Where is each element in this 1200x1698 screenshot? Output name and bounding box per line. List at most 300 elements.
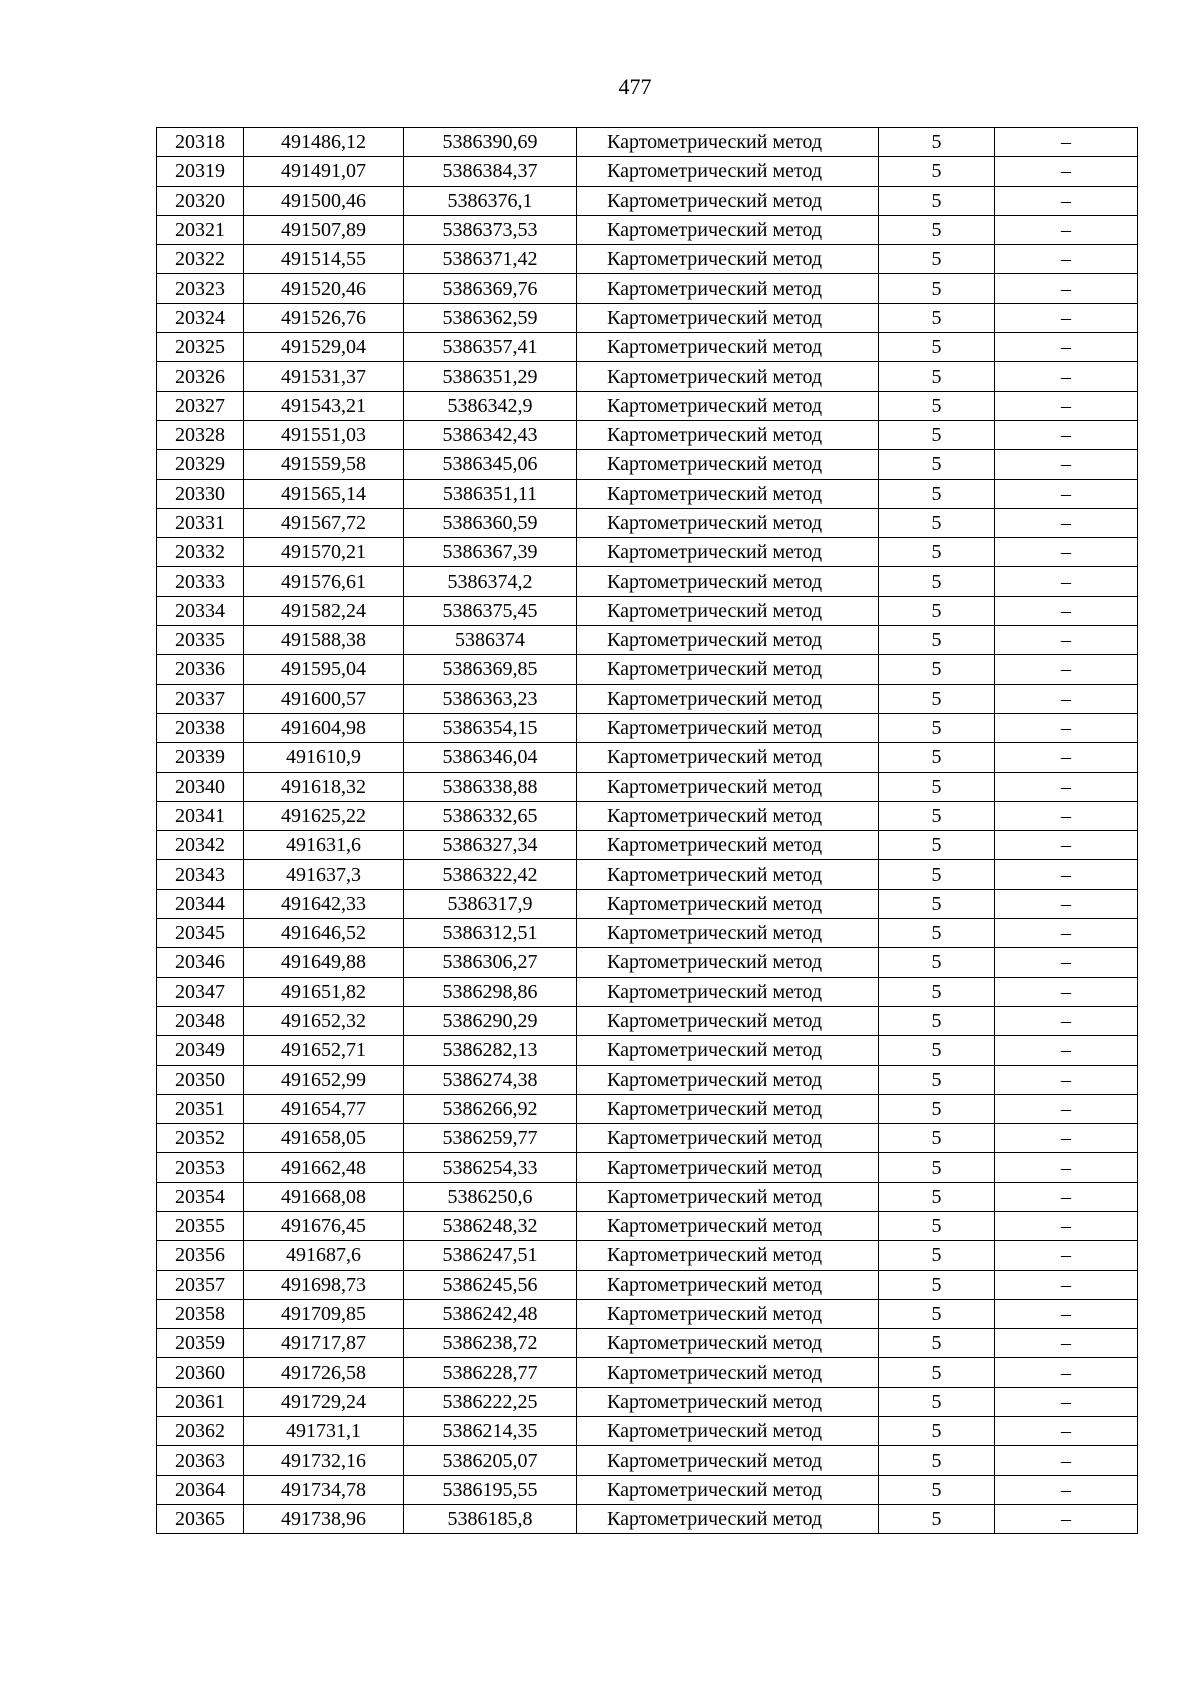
accuracy-cell: 5 [879, 1153, 995, 1182]
table-row [157, 1446, 1138, 1475]
point-number-cell: 20344 [157, 889, 244, 918]
point-number-cell: 20347 [157, 977, 244, 1006]
accuracy-cell: 5 [879, 274, 995, 303]
table-row [157, 889, 1138, 918]
description-cell: – [995, 186, 1138, 215]
accuracy-cell: 5 [879, 889, 995, 918]
point-number-cell: 20342 [157, 831, 244, 860]
table-row [157, 1006, 1138, 1035]
description-cell: – [995, 391, 1138, 420]
x-coordinate-cell: 491604,98 [244, 713, 404, 742]
table-row [157, 1270, 1138, 1299]
point-number-cell: 20356 [157, 1241, 244, 1270]
method-cell: Картометрический метод [577, 186, 879, 215]
description-cell: – [995, 860, 1138, 889]
table-row [157, 479, 1138, 508]
table-row [157, 860, 1138, 889]
accuracy-cell: 5 [879, 1182, 995, 1211]
description-cell: – [995, 1475, 1138, 1504]
accuracy-cell: 5 [879, 1387, 995, 1416]
method-cell: Картометрический метод [577, 626, 879, 655]
y-coordinate-cell: 5386351,11 [404, 479, 577, 508]
description-cell: – [995, 977, 1138, 1006]
accuracy-cell: 5 [879, 333, 995, 362]
table-row [157, 391, 1138, 420]
y-coordinate-cell: 5386274,38 [404, 1065, 577, 1094]
description-cell: – [995, 919, 1138, 948]
y-coordinate-cell: 5386338,88 [404, 772, 577, 801]
description-cell: – [995, 948, 1138, 977]
accuracy-cell: 5 [879, 303, 995, 332]
y-coordinate-cell: 5386195,55 [404, 1475, 577, 1504]
x-coordinate-cell: 491567,72 [244, 508, 404, 537]
point-number-cell: 20333 [157, 567, 244, 596]
method-cell: Картометрический метод [577, 1387, 879, 1416]
description-cell: – [995, 567, 1138, 596]
table-row [157, 1182, 1138, 1211]
description-cell: – [995, 1182, 1138, 1211]
y-coordinate-cell: 5386259,77 [404, 1124, 577, 1153]
point-number-cell: 20354 [157, 1182, 244, 1211]
x-coordinate-cell: 491652,32 [244, 1006, 404, 1035]
x-coordinate-cell: 491582,24 [244, 596, 404, 625]
x-coordinate-cell: 491668,08 [244, 1182, 404, 1211]
point-number-cell: 20336 [157, 655, 244, 684]
method-cell: Картометрический метод [577, 157, 879, 186]
point-number-cell: 20355 [157, 1211, 244, 1240]
method-cell: Картометрический метод [577, 1006, 879, 1035]
description-cell: – [995, 1387, 1138, 1416]
accuracy-cell: 5 [879, 772, 995, 801]
y-coordinate-cell: 5386228,77 [404, 1358, 577, 1387]
coordinates-table [156, 127, 1138, 1534]
point-number-cell: 20339 [157, 743, 244, 772]
accuracy-cell: 5 [879, 1417, 995, 1446]
table-row [157, 186, 1138, 215]
point-number-cell: 20330 [157, 479, 244, 508]
point-number-cell: 20326 [157, 362, 244, 391]
table-row [157, 274, 1138, 303]
x-coordinate-cell: 491726,58 [244, 1358, 404, 1387]
point-number-cell: 20323 [157, 274, 244, 303]
description-cell: – [995, 1036, 1138, 1065]
description-cell: – [995, 772, 1138, 801]
description-cell: – [995, 626, 1138, 655]
description-cell: – [995, 713, 1138, 742]
table-row [157, 1153, 1138, 1182]
x-coordinate-cell: 491658,05 [244, 1124, 404, 1153]
accuracy-cell: 5 [879, 626, 995, 655]
method-cell: Картометрический метод [577, 1299, 879, 1328]
description-cell: – [995, 1065, 1138, 1094]
table-row [157, 245, 1138, 274]
point-number-cell: 20322 [157, 245, 244, 274]
description-cell: – [995, 362, 1138, 391]
x-coordinate-cell: 491507,89 [244, 215, 404, 244]
method-cell: Картометрический метод [577, 919, 879, 948]
y-coordinate-cell: 5386346,04 [404, 743, 577, 772]
point-number-cell: 20346 [157, 948, 244, 977]
x-coordinate-cell: 491543,21 [244, 391, 404, 420]
y-coordinate-cell: 5386245,56 [404, 1270, 577, 1299]
accuracy-cell: 5 [879, 596, 995, 625]
point-number-cell: 20332 [157, 538, 244, 567]
method-cell: Картометрический метод [577, 245, 879, 274]
table-row [157, 1417, 1138, 1446]
description-cell: – [995, 245, 1138, 274]
method-cell: Картометрический метод [577, 713, 879, 742]
method-cell: Картометрический метод [577, 567, 879, 596]
table-row [157, 977, 1138, 1006]
x-coordinate-cell: 491731,1 [244, 1417, 404, 1446]
table-row [157, 772, 1138, 801]
point-number-cell: 20334 [157, 596, 244, 625]
description-cell: – [995, 479, 1138, 508]
table-row [157, 567, 1138, 596]
x-coordinate-cell: 491570,21 [244, 538, 404, 567]
page-number: 477 [618, 74, 652, 99]
point-number-cell: 20331 [157, 508, 244, 537]
point-number-cell: 20361 [157, 1387, 244, 1416]
y-coordinate-cell: 5386185,8 [404, 1504, 577, 1533]
x-coordinate-cell: 491651,82 [244, 977, 404, 1006]
table-row [157, 157, 1138, 186]
table-row [157, 1504, 1138, 1533]
x-coordinate-cell: 491531,37 [244, 362, 404, 391]
description-cell: – [995, 1446, 1138, 1475]
method-cell: Картометрический метод [577, 889, 879, 918]
table-row [157, 128, 1138, 157]
x-coordinate-cell: 491625,22 [244, 801, 404, 830]
x-coordinate-cell: 491565,14 [244, 479, 404, 508]
method-cell: Картометрический метод [577, 303, 879, 332]
point-number-cell: 20324 [157, 303, 244, 332]
description-cell: – [995, 684, 1138, 713]
table-row [157, 538, 1138, 567]
x-coordinate-cell: 491649,88 [244, 948, 404, 977]
y-coordinate-cell: 5386312,51 [404, 919, 577, 948]
point-number-cell: 20359 [157, 1329, 244, 1358]
x-coordinate-cell: 491642,33 [244, 889, 404, 918]
point-number-cell: 20321 [157, 215, 244, 244]
table-row [157, 1241, 1138, 1270]
x-coordinate-cell: 491526,76 [244, 303, 404, 332]
accuracy-cell: 5 [879, 1124, 995, 1153]
x-coordinate-cell: 491520,46 [244, 274, 404, 303]
method-cell: Картометрический метод [577, 1182, 879, 1211]
accuracy-cell: 5 [879, 1241, 995, 1270]
accuracy-cell: 5 [879, 977, 995, 1006]
y-coordinate-cell: 5386248,32 [404, 1211, 577, 1240]
table-row [157, 333, 1138, 362]
y-coordinate-cell: 5386298,86 [404, 977, 577, 1006]
table-row [157, 1124, 1138, 1153]
x-coordinate-cell: 491486,12 [244, 128, 404, 157]
point-number-cell: 20318 [157, 128, 244, 157]
y-coordinate-cell: 5386205,07 [404, 1446, 577, 1475]
method-cell: Картометрический метод [577, 1329, 879, 1358]
y-coordinate-cell: 5386247,51 [404, 1241, 577, 1270]
point-number-cell: 20348 [157, 1006, 244, 1035]
accuracy-cell: 5 [879, 1094, 995, 1123]
method-cell: Картометрический метод [577, 948, 879, 977]
point-number-cell: 20357 [157, 1270, 244, 1299]
y-coordinate-cell: 5386238,72 [404, 1329, 577, 1358]
y-coordinate-cell: 5386384,37 [404, 157, 577, 186]
description-cell: – [995, 1241, 1138, 1270]
x-coordinate-cell: 491717,87 [244, 1329, 404, 1358]
method-cell: Картометрический метод [577, 1124, 879, 1153]
y-coordinate-cell: 5386375,45 [404, 596, 577, 625]
method-cell: Картометрический метод [577, 772, 879, 801]
description-cell: – [995, 1211, 1138, 1240]
method-cell: Картометрический метод [577, 420, 879, 449]
y-coordinate-cell: 5386327,34 [404, 831, 577, 860]
point-number-cell: 20338 [157, 713, 244, 742]
accuracy-cell: 5 [879, 801, 995, 830]
table-row [157, 420, 1138, 449]
y-coordinate-cell: 5386282,13 [404, 1036, 577, 1065]
table-row [157, 626, 1138, 655]
accuracy-cell: 5 [879, 1329, 995, 1358]
accuracy-cell: 5 [879, 1475, 995, 1504]
y-coordinate-cell: 5386342,9 [404, 391, 577, 420]
point-number-cell: 20353 [157, 1153, 244, 1182]
accuracy-cell: 5 [879, 1065, 995, 1094]
accuracy-cell: 5 [879, 508, 995, 537]
point-number-cell: 20320 [157, 186, 244, 215]
point-number-cell: 20343 [157, 860, 244, 889]
y-coordinate-cell: 5386374 [404, 626, 577, 655]
method-cell: Картометрический метод [577, 684, 879, 713]
description-cell: – [995, 1358, 1138, 1387]
accuracy-cell: 5 [879, 1270, 995, 1299]
description-cell: – [995, 1006, 1138, 1035]
x-coordinate-cell: 491588,38 [244, 626, 404, 655]
method-cell: Картометрический метод [577, 860, 879, 889]
point-number-cell: 20360 [157, 1358, 244, 1387]
x-coordinate-cell: 491610,9 [244, 743, 404, 772]
point-number-cell: 20358 [157, 1299, 244, 1328]
y-coordinate-cell: 5386369,85 [404, 655, 577, 684]
x-coordinate-cell: 491738,96 [244, 1504, 404, 1533]
y-coordinate-cell: 5386266,92 [404, 1094, 577, 1123]
point-number-cell: 20327 [157, 391, 244, 420]
coordinates-table-body [157, 128, 1138, 1534]
x-coordinate-cell: 491676,45 [244, 1211, 404, 1240]
accuracy-cell: 5 [879, 1036, 995, 1065]
table-row [157, 713, 1138, 742]
y-coordinate-cell: 5386362,59 [404, 303, 577, 332]
description-cell: – [995, 420, 1138, 449]
y-coordinate-cell: 5386354,15 [404, 713, 577, 742]
description-cell: – [995, 508, 1138, 537]
method-cell: Картометрический метод [577, 538, 879, 567]
description-cell: – [995, 596, 1138, 625]
y-coordinate-cell: 5386306,27 [404, 948, 577, 977]
point-number-cell: 20328 [157, 420, 244, 449]
table-row [157, 1211, 1138, 1240]
x-coordinate-cell: 491600,57 [244, 684, 404, 713]
description-cell: – [995, 743, 1138, 772]
y-coordinate-cell: 5386222,25 [404, 1387, 577, 1416]
description-cell: – [995, 1094, 1138, 1123]
accuracy-cell: 5 [879, 186, 995, 215]
x-coordinate-cell: 491646,52 [244, 919, 404, 948]
point-number-cell: 20341 [157, 801, 244, 830]
method-cell: Картометрический метод [577, 1094, 879, 1123]
point-number-cell: 20325 [157, 333, 244, 362]
table-row [157, 655, 1138, 684]
x-coordinate-cell: 491631,6 [244, 831, 404, 860]
description-cell: – [995, 889, 1138, 918]
point-number-cell: 20362 [157, 1417, 244, 1446]
point-number-cell: 20319 [157, 157, 244, 186]
y-coordinate-cell: 5386242,48 [404, 1299, 577, 1328]
method-cell: Картометрический метод [577, 1153, 879, 1182]
description-cell: – [995, 801, 1138, 830]
y-coordinate-cell: 5386254,33 [404, 1153, 577, 1182]
table-row [157, 1329, 1138, 1358]
x-coordinate-cell: 491729,24 [244, 1387, 404, 1416]
point-number-cell: 20337 [157, 684, 244, 713]
table-row [157, 215, 1138, 244]
method-cell: Картометрический метод [577, 1475, 879, 1504]
x-coordinate-cell: 491698,73 [244, 1270, 404, 1299]
y-coordinate-cell: 5386290,29 [404, 1006, 577, 1035]
accuracy-cell: 5 [879, 391, 995, 420]
table-row [157, 1065, 1138, 1094]
description-cell: – [995, 303, 1138, 332]
description-cell: – [995, 157, 1138, 186]
method-cell: Картометрический метод [577, 1446, 879, 1475]
accuracy-cell: 5 [879, 1006, 995, 1035]
method-cell: Картометрический метод [577, 1036, 879, 1065]
point-number-cell: 20349 [157, 1036, 244, 1065]
point-number-cell: 20364 [157, 1475, 244, 1504]
description-cell: – [995, 450, 1138, 479]
x-coordinate-cell: 491595,04 [244, 655, 404, 684]
y-coordinate-cell: 5386374,2 [404, 567, 577, 596]
x-coordinate-cell: 491652,71 [244, 1036, 404, 1065]
x-coordinate-cell: 491559,58 [244, 450, 404, 479]
method-cell: Картометрический метод [577, 977, 879, 1006]
y-coordinate-cell: 5386357,41 [404, 333, 577, 362]
method-cell: Картометрический метод [577, 1241, 879, 1270]
method-cell: Картометрический метод [577, 128, 879, 157]
description-cell: – [995, 274, 1138, 303]
x-coordinate-cell: 491734,78 [244, 1475, 404, 1504]
x-coordinate-cell: 491529,04 [244, 333, 404, 362]
y-coordinate-cell: 5386214,35 [404, 1417, 577, 1446]
y-coordinate-cell: 5386351,29 [404, 362, 577, 391]
accuracy-cell: 5 [879, 1358, 995, 1387]
x-coordinate-cell: 491652,99 [244, 1065, 404, 1094]
x-coordinate-cell: 491551,03 [244, 420, 404, 449]
y-coordinate-cell: 5386371,42 [404, 245, 577, 274]
method-cell: Картометрический метод [577, 333, 879, 362]
method-cell: Картометрический метод [577, 1065, 879, 1094]
method-cell: Картометрический метод [577, 215, 879, 244]
accuracy-cell: 5 [879, 919, 995, 948]
accuracy-cell: 5 [879, 684, 995, 713]
description-cell: – [995, 1299, 1138, 1328]
y-coordinate-cell: 5386376,1 [404, 186, 577, 215]
x-coordinate-cell: 491576,61 [244, 567, 404, 596]
method-cell: Картометрический метод [577, 743, 879, 772]
accuracy-cell: 5 [879, 567, 995, 596]
method-cell: Картометрический метод [577, 596, 879, 625]
method-cell: Картометрический метод [577, 1358, 879, 1387]
table-row [157, 684, 1138, 713]
y-coordinate-cell: 5386250,6 [404, 1182, 577, 1211]
accuracy-cell: 5 [879, 538, 995, 567]
accuracy-cell: 5 [879, 860, 995, 889]
x-coordinate-cell: 491709,85 [244, 1299, 404, 1328]
accuracy-cell: 5 [879, 948, 995, 977]
table-row [157, 1358, 1138, 1387]
description-cell: – [995, 1504, 1138, 1533]
point-number-cell: 20329 [157, 450, 244, 479]
y-coordinate-cell: 5386363,23 [404, 684, 577, 713]
method-cell: Картометрический метод [577, 508, 879, 537]
accuracy-cell: 5 [879, 362, 995, 391]
accuracy-cell: 5 [879, 1446, 995, 1475]
description-cell: – [995, 1124, 1138, 1153]
method-cell: Картометрический метод [577, 391, 879, 420]
y-coordinate-cell: 5386332,65 [404, 801, 577, 830]
method-cell: Картометрический метод [577, 831, 879, 860]
point-number-cell: 20350 [157, 1065, 244, 1094]
description-cell: – [995, 333, 1138, 362]
description-cell: – [995, 538, 1138, 567]
y-coordinate-cell: 5386317,9 [404, 889, 577, 918]
x-coordinate-cell: 491732,16 [244, 1446, 404, 1475]
table-row [157, 1094, 1138, 1123]
x-coordinate-cell: 491491,07 [244, 157, 404, 186]
table-row [157, 1299, 1138, 1328]
table-row [157, 1036, 1138, 1065]
table-row [157, 948, 1138, 977]
x-coordinate-cell: 491662,48 [244, 1153, 404, 1182]
method-cell: Картометрический метод [577, 274, 879, 303]
point-number-cell: 20340 [157, 772, 244, 801]
y-coordinate-cell: 5386369,76 [404, 274, 577, 303]
x-coordinate-cell: 491514,55 [244, 245, 404, 274]
table-row [157, 1475, 1138, 1504]
method-cell: Картометрический метод [577, 1270, 879, 1299]
accuracy-cell: 5 [879, 713, 995, 742]
accuracy-cell: 5 [879, 479, 995, 508]
table-row [157, 508, 1138, 537]
x-coordinate-cell: 491618,32 [244, 772, 404, 801]
point-number-cell: 20335 [157, 626, 244, 655]
method-cell: Картометрический метод [577, 655, 879, 684]
method-cell: Картометрический метод [577, 362, 879, 391]
x-coordinate-cell: 491687,6 [244, 1241, 404, 1270]
y-coordinate-cell: 5386322,42 [404, 860, 577, 889]
table-row [157, 919, 1138, 948]
table-row [157, 596, 1138, 625]
accuracy-cell: 5 [879, 655, 995, 684]
description-cell: – [995, 128, 1138, 157]
table-row [157, 303, 1138, 332]
x-coordinate-cell: 491500,46 [244, 186, 404, 215]
table-row [157, 1387, 1138, 1416]
point-number-cell: 20365 [157, 1504, 244, 1533]
method-cell: Картометрический метод [577, 1417, 879, 1446]
table-row [157, 743, 1138, 772]
